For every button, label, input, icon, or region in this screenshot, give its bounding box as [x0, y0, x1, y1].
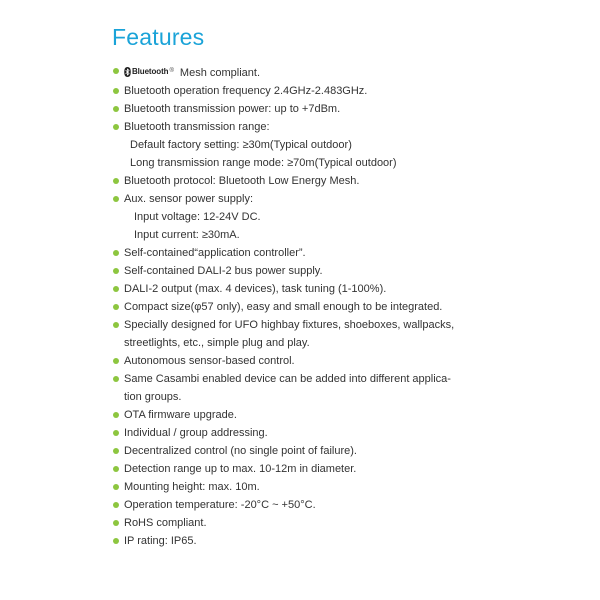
- feature-item: [112, 460, 512, 478]
- feature-text: Self-contained DALI-2 bus power supply.: [124, 265, 323, 277]
- feature-text: Self-contained“application controller”.: [124, 247, 306, 259]
- feature-item: [112, 352, 512, 370]
- feature-item: [112, 532, 512, 550]
- feature-item: [112, 82, 512, 100]
- bullet-icon: [113, 448, 119, 454]
- bullet-icon: [113, 304, 119, 310]
- bullet-icon: [113, 502, 119, 508]
- bullet-icon: [113, 178, 119, 184]
- feature-item: [112, 406, 512, 424]
- registered-mark: ®: [169, 68, 174, 74]
- feature-item: [112, 118, 512, 172]
- feature-text: Bluetooth transmission range:: [124, 121, 270, 133]
- feature-text: Detection range up to max. 10-12m in diameter.: [124, 463, 357, 475]
- feature-text-continued: streetlights, etc., simple plug and play.: [124, 337, 310, 349]
- bullet-icon: [113, 466, 119, 472]
- feature-text: OTA firmware upgrade.: [124, 409, 237, 421]
- bullet-icon: [113, 268, 119, 274]
- feature-text: Bluetooth protocol: Bluetooth Low Energy Mesh.: [124, 175, 360, 187]
- bullet-icon: [113, 124, 119, 130]
- feature-subline: Long transmission range mode: ≥70m(Typical outdoor): [130, 157, 397, 169]
- feature-text: Specially designed for UFO highbay fixtures, shoeboxes, wallpacks,: [124, 319, 455, 331]
- bullet-icon: [113, 286, 119, 292]
- bullet-icon: [113, 250, 119, 256]
- feature-item: [112, 190, 512, 244]
- feature-text: Aux. sensor power supply:: [124, 193, 254, 205]
- feature-subline: Input current: ≥30mA.: [134, 229, 240, 241]
- feature-text-continued: tion groups.: [124, 391, 182, 403]
- feature-text: Same Casambi enabled device can be added into different applica-: [124, 373, 451, 385]
- bullet-icon: [113, 68, 119, 74]
- bluetooth-logo: [124, 63, 168, 81]
- feature-item: [112, 100, 512, 118]
- feature-subline: Default factory setting: ≥30m(Typical outdoor): [130, 139, 352, 151]
- feature-text: Autonomous sensor-based control.: [124, 355, 295, 367]
- bluetooth-wordmark: Bluetooth: [132, 67, 169, 76]
- feature-text: Decentralized control (no single point of failure).: [124, 445, 357, 457]
- feature-item: [112, 514, 512, 532]
- feature-item: [112, 442, 512, 460]
- bullet-icon: [113, 430, 119, 436]
- feature-text: Bluetooth operation frequency 2.4GHz-2.483GHz.: [124, 85, 368, 97]
- bullet-icon: [113, 412, 119, 418]
- feature-item: [112, 262, 512, 280]
- feature-text: Operation temperature: -20°C ~ +50°C.: [124, 499, 316, 511]
- feature-item: [112, 478, 512, 496]
- bullet-icon: [113, 106, 119, 112]
- feature-text: Mesh compliant.: [176, 67, 261, 79]
- feature-text: Mounting height: max. 10m.: [124, 481, 260, 493]
- feature-text: RoHS compliant.: [124, 517, 207, 529]
- feature-item: [112, 424, 512, 442]
- bullet-icon: [113, 376, 119, 382]
- feature-list: [112, 62, 512, 550]
- feature-item: [112, 316, 512, 352]
- feature-text: DALI-2 output (max. 4 devices), task tuning (1-100%).: [124, 283, 387, 295]
- feature-item: [112, 370, 512, 406]
- feature-item: [112, 496, 512, 514]
- features-heading: Features: [112, 24, 205, 50]
- bullet-icon: [113, 520, 119, 526]
- bullet-icon: [113, 358, 119, 364]
- feature-subline: Input voltage: 12-24V DC.: [134, 211, 261, 223]
- feature-text: Individual / group addressing.: [124, 427, 268, 439]
- bullet-icon: [113, 538, 119, 544]
- bullet-icon: [113, 196, 119, 202]
- feature-item: [112, 244, 512, 262]
- feature-item: [112, 62, 512, 82]
- feature-item: [112, 172, 512, 190]
- bullet-icon: [113, 484, 119, 490]
- feature-text: Compact size(φ57 only), easy and small enough to be integrated.: [124, 301, 443, 313]
- feature-item: [112, 280, 512, 298]
- feature-text: IP rating: IP65.: [124, 535, 197, 547]
- bullet-icon: [113, 88, 119, 94]
- feature-item: [112, 298, 512, 316]
- bullet-icon: [113, 322, 119, 328]
- bluetooth-rune-icon: [124, 67, 131, 77]
- feature-text: Bluetooth transmission power: up to +7dBm.: [124, 103, 341, 115]
